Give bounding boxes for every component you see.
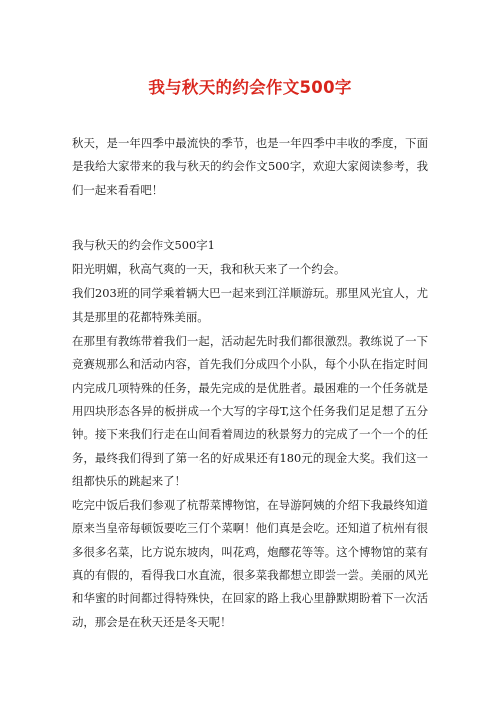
body-paragraph-4: 吃完中饭后我们参观了杭帮菜博物馆，在导游阿姨的介绍下我最终知道原来当皇帝每顿饭要吃三仃个菜啊！他们真是会吃。还知道了杭州有很多很多名菜，比方说东坡肉，叫花鸡，炮醪花等等。这个博物馆的菜有真的有假的，看得我口水直流，很多菜我都想立即尝一尝。美丽的风光和华蜜的时间都过得特殊快，在回家的路上我心里静默期盼着下一次活动，那会是在秋天还是冬天呢！ <box>72 498 428 629</box>
body-paragraph-3: 在那里有教练带着我们一起，活动起先时我们都很激烈。教练说了一下竞赛规那么和活动内容，首先我们分成四个小队，每个小队在指定时间内完成几项特殊的任务，最先完成的是优胜者。最困难的一个任务就是用四块形态各异的板拼成一个大写的字母T,这个任务我们足足想了五分钟。接下来我们行走在山间看着周边的秋景努力的完成了一个一个的任务，最终我们得到了第一名的好成果还有180元的现金大奖。我们这一组都快乐的跳起来了！ <box>72 334 428 488</box>
section-heading: 我与秋天的约会作文500字1 <box>72 237 215 252</box>
body-paragraph-2: 我们203班的同学乘着辆大巴一起来到江洋顺游玩。那里风光宜人，尤其是那里的花都特殊美丽。 <box>72 286 428 324</box>
intro-paragraph: 秋天，是一年四季中最流快的季节，也是一年四季中丰收的季度，下面是我给大家带来的我与秋天的约会作文500字，欢迎大家阅读参考，我们一起来看看吧！ <box>72 136 428 197</box>
body-paragraph-1: 阳光明媚，秋高气爽的一天，我和秋天来了一个约会。 <box>72 262 346 277</box>
document-title: 我与秋天的约会作文500字 <box>148 78 352 97</box>
